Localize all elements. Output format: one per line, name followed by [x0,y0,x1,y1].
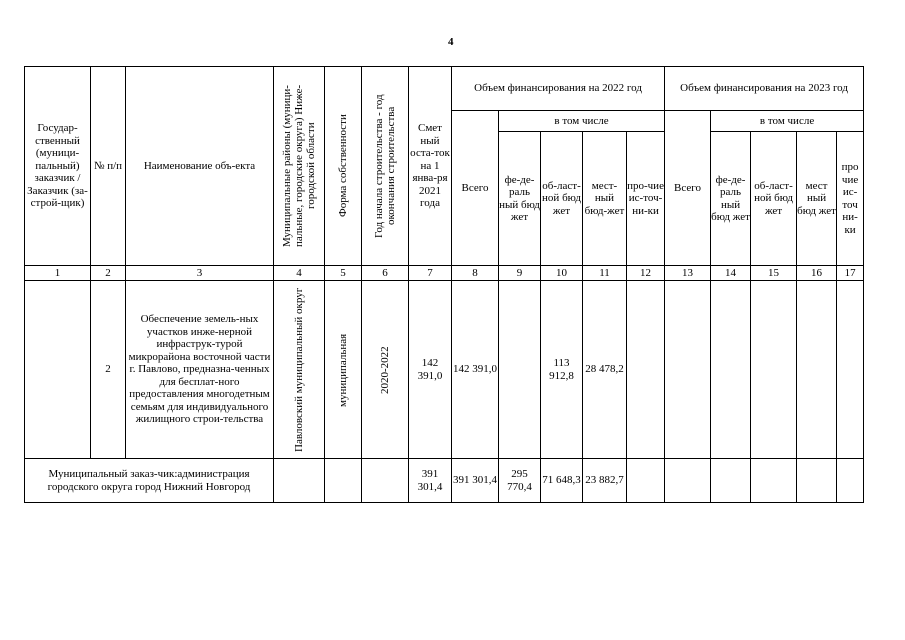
summary-district-cell [274,459,325,503]
object-local-2022: 28 478,2 [583,281,627,459]
object-district: Павловский муниципальный округ [293,287,305,452]
header-regional-2022: об-ласт-ной бюд жет [541,132,583,266]
column-number: 13 [665,266,711,281]
column-number: 15 [751,266,797,281]
object-federal-2023 [711,281,751,459]
summary-regional-2022: 71 648,3 [541,459,583,503]
summary-years-cell [362,459,409,503]
object-years-cell [362,281,409,459]
object-local-2023 [797,281,837,459]
summary-federal-2022: 295 770,4 [499,459,541,503]
table-row-summary [25,459,864,503]
object-customer-cell [25,281,91,459]
header-ownership-text: Форма собственности [337,114,349,218]
summary-other-2023 [837,459,864,503]
summary-total-2023 [665,459,711,503]
header-object-name: Наименование объ-екта [126,67,274,266]
header-construction-years-text: Год начала строительства - год окончания строительства [373,94,397,238]
object-total-2022: 142 391,0 [452,281,499,459]
object-regional-2022: 113 912,8 [541,281,583,459]
column-number: 1 [25,266,91,281]
object-other-2022 [627,281,665,459]
header-other-2022: про-чие ис-точ-ни-ки [627,132,665,266]
header-construction-years [362,67,409,266]
header-districts [274,67,325,266]
header-including-2022: в том числе [499,111,665,132]
object-years: 2020-2022 [379,345,391,394]
header-regional-2023: об-ласт-ной бюд жет [751,132,797,266]
column-number: 12 [627,266,665,281]
column-number: 11 [583,266,627,281]
object-name: Обеспечение земель-ных участков инже-нерной инфраструк-турой микрорайона восточной части г. Павлово, предназна-ченных для бесплат-ного предоставления многодетным семьям для индивидуального жилищного строи-тельства [126,281,274,459]
summary-ownership-cell [325,459,362,503]
header-ownership [325,67,362,266]
column-number: 16 [797,266,837,281]
object-regional-2023 [751,281,797,459]
header-estimate-balance: Смет ный оста-ток на 1 янва-ря 2021 года [409,67,452,266]
header-including-2023: в том числе [711,111,864,132]
summary-local-2023 [797,459,837,503]
table-row-object [25,281,864,459]
header-local-2022: мест-ный бюд-жет [583,132,627,266]
summary-regional-2023 [751,459,797,503]
summary-estimate-balance: 391 301,4 [409,459,452,503]
column-number: 2 [91,266,126,281]
summary-label: Муниципальный заказ-чик:администрация городского округа город Нижний Новгород [25,459,274,503]
header-districts-text: Муниципальные районы (муници-пальные, городские округа) Ниже-городской области [281,84,317,248]
header-financing-2023: Объем финансирования на 2023 год [665,67,864,111]
object-number: 2 [91,281,126,459]
page-number: 4 [448,36,454,48]
column-number-row [25,266,864,281]
column-number: 7 [409,266,452,281]
header-customer: Государ-ственный (муници-пальный) заказчик / Заказчик (за-строй-щик) [25,67,91,266]
object-estimate-balance: 142 391,0 [409,281,452,459]
column-number: 8 [452,266,499,281]
header-federal-2022: фе-де-раль ный бюд жет [499,132,541,266]
object-federal-2022 [499,281,541,459]
column-number: 6 [362,266,409,281]
header-local-2023: мест ный бюд жет [797,132,837,266]
column-number: 5 [325,266,362,281]
column-number: 4 [274,266,325,281]
object-district-cell [274,281,325,459]
header-total-2022: Всего [452,111,499,266]
object-ownership: муниципальная [337,332,349,407]
summary-total-2022: 391 301,4 [452,459,499,503]
object-other-2023 [837,281,864,459]
header-total-2023: Всего [665,111,711,266]
column-number: 17 [837,266,864,281]
financing-table [24,66,864,503]
column-number: 9 [499,266,541,281]
object-total-2023 [665,281,711,459]
header-other-2023: про чие ис-точ ни-ки [837,132,864,266]
object-ownership-cell [325,281,362,459]
header-federal-2023: фе-де-раль ный бюд жет [711,132,751,266]
column-number: 3 [126,266,274,281]
summary-other-2022 [627,459,665,503]
header-number: № п/п [91,67,126,266]
summary-local-2022: 23 882,7 [583,459,627,503]
column-number: 14 [711,266,751,281]
summary-federal-2023 [711,459,751,503]
column-number: 10 [541,266,583,281]
header-financing-2022: Объем финансирования на 2022 год [452,67,665,111]
